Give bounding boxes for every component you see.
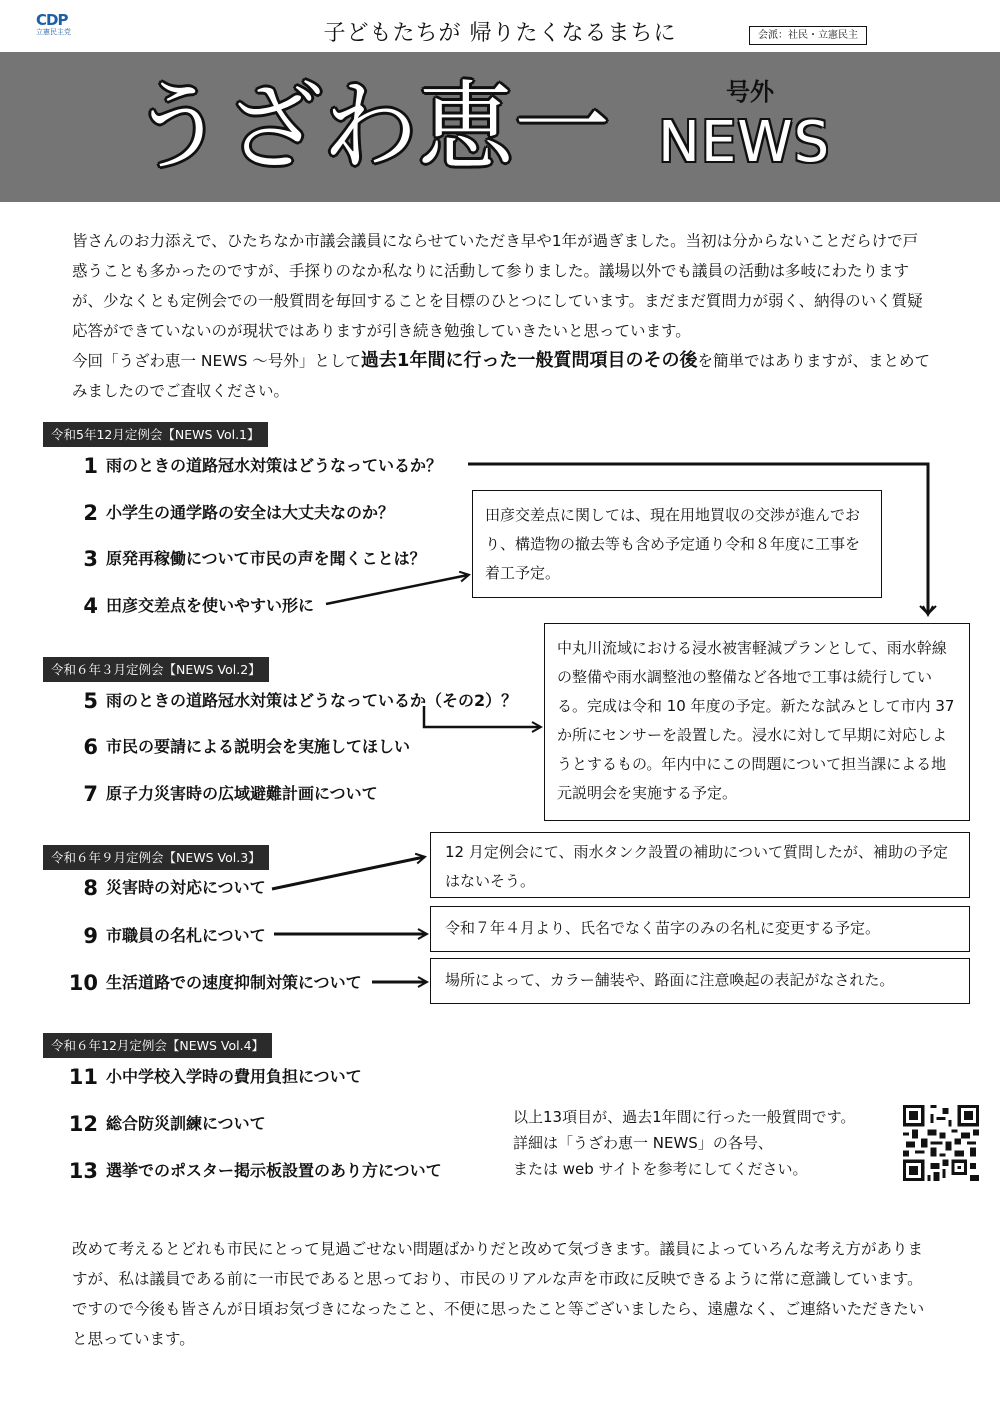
question-text: 雨のときの道路冠水対策はどうなっているか（その2）？: [106, 690, 518, 710]
question-text: 市職員の名札について: [106, 925, 266, 945]
question-text: 生活道路での速度抑制対策について: [106, 972, 362, 992]
answer-box-speed: 場所によって、カラー舗装や、路面に注意喚起の表記がなされた。: [430, 958, 970, 1004]
intro-lead: 今回「うざわ恵一 NEWS ～号外」として: [72, 352, 361, 370]
logo-text: 立憲民主党: [36, 28, 71, 36]
intro-emphasis: 過去1年間に行った一般質問項目のその後: [360, 350, 698, 371]
question-number: 13: [68, 1158, 98, 1183]
question-item-1: [64, 450, 442, 480]
section-label-vol1: 令和5年12月定例会【NEWS Vol.1】: [43, 422, 268, 447]
question-item-2: [64, 497, 394, 527]
question-number: 3: [83, 546, 98, 571]
arrow-q8-to-disaster-answer: [272, 857, 424, 889]
logo-mark: CDP: [36, 11, 68, 29]
question-text: 原発再稼働について市民の声を聞くことは？: [106, 548, 426, 568]
question-number: 10: [68, 970, 98, 995]
question-item-9: [64, 920, 266, 950]
question-item-12: [64, 1108, 266, 1138]
qr-code-icon[interactable]: [903, 1105, 979, 1181]
summary-line-3: または web サイトを参考にしてください。: [513, 1160, 808, 1178]
section-label-vol4: 令和６年12月定例会【NEWS Vol.4】: [43, 1033, 272, 1058]
question-text: 雨のときの道路冠水対策はどうなっているか？: [106, 455, 443, 475]
question-number: 12: [68, 1111, 98, 1136]
answer-box-tahiko: 田彦交差点に関しては、現在用地買収の交渉が進んでおり、構造物の撤去等も含め予定通り令和８年度に工事を着工予定。: [472, 490, 882, 598]
question-text: 市民の要請による説明会を実施してほしい: [106, 736, 411, 756]
question-text: 小学生の通学路の安全は大丈夫なのか？: [106, 502, 395, 522]
question-item-4: [64, 590, 314, 620]
question-number: 9: [83, 923, 98, 948]
news-label: NEWS: [658, 110, 831, 175]
question-text: 田彦交差点を使いやすい形に: [106, 595, 315, 615]
question-text: 小中学校入学時の費用負担について: [106, 1066, 362, 1086]
question-item-10: [64, 967, 362, 997]
question-item-8: [64, 872, 266, 902]
question-text: 選挙でのポスター掲示板設置のあり方について: [106, 1160, 442, 1180]
question-text: 原子力災害時の広域避難計画について: [106, 783, 378, 803]
question-number: 2: [83, 500, 98, 525]
faction-badge: 会派：社民・立憲民主: [749, 26, 867, 45]
question-text: 総合防災訓練について: [106, 1113, 266, 1133]
summary-line-2: 詳細は「うざわ恵一 NEWS」の各号、: [513, 1134, 773, 1152]
answer-box-nameplate: 令和７年４月より、氏名でなく苗字のみの名札に変更する予定。: [430, 906, 970, 952]
question-text: 災害時の対応について: [106, 877, 266, 897]
summary-text: [513, 1104, 855, 1182]
arrow-q4-to-tahiko-answer: [326, 575, 468, 604]
closing-paragraph: 改めて考えるとどれも市民にとって見過ごせない問題ばかりだと改めて気づきます。議員によっていろんな考え方がありますが、私は議員である前に一市民であると思っており、市民のリアルな声を市政に反映できるように常に意識しています。ですので今後も皆さんが日頃お気づきになったこと、不便に思ったこと等ございましたら、遠慮なく、ご連絡いただきたいと思っています。: [72, 1240, 925, 1348]
question-number: 4: [83, 593, 98, 618]
question-item-11: [64, 1061, 362, 1091]
section-label-vol3: 令和６年９月定例会【NEWS Vol.3】: [43, 845, 269, 870]
answer-box-disaster: 12 月定例会にて、雨水タンク設置の補助について質問したが、補助の予定はないそう。: [430, 832, 970, 898]
question-item-6: [64, 731, 410, 761]
section-label-vol2: 令和６年３月定例会【NEWS Vol.2】: [43, 657, 269, 682]
closing-text: [72, 1234, 932, 1354]
question-item-5: [64, 685, 517, 715]
question-number: 6: [83, 734, 98, 759]
question-number: 1: [83, 453, 98, 478]
newsletter-title: うざわ恵一: [130, 71, 610, 183]
question-number: 5: [83, 688, 98, 713]
intro-text: [72, 226, 932, 406]
question-item-13: [64, 1155, 442, 1185]
arrow-q1-double-head: [920, 606, 936, 614]
question-item-3: [64, 543, 426, 573]
question-item-7: [64, 778, 378, 808]
question-number: 7: [83, 781, 98, 806]
intro-tail: を簡単ではありますが、まとめてみましたのでご査収ください。: [72, 352, 930, 400]
intro-paragraph-1: 皆さんのお力添えで、ひたちなか市議会議員にならせていただき早や1年が過ぎました。当初は分からないことだらけで戸惑うことも多かったのですが、手探りのなか私なりに活動して参りました。議場以外でも議員の活動は多岐にわたりますが、少なくとも定例会での一般質問を毎回することを目標のひとつにしています。まだまだ質問力が弱く、納得のいく質疑応答ができていないのが現状ではありますが引き続き勉強していきたいと思っています。: [72, 232, 923, 340]
extra-edition-label: 号外: [726, 78, 774, 106]
question-number: 8: [83, 875, 98, 900]
intro-paragraph-2: [72, 346, 932, 406]
summary-line-1: 以上13項目が、過去1年間に行った一般質問です。: [513, 1108, 856, 1126]
tagline: 子どもたちが 帰りたくなるまちに: [323, 21, 677, 46]
answer-box-flood: 中丸川流域における浸水被害軽減プランとして、雨水幹線の整備や雨水調整池の整備など各地で工事は続行している。完成は令和 10 年度の予定。新たな試みとして市内 37 か所にセンサーを設置した。浸水に対して早期に対応しようとするもの。年内中にこの問題について担当課による地元説明会を実施する予定。: [544, 623, 970, 821]
question-number: 11: [68, 1064, 98, 1089]
